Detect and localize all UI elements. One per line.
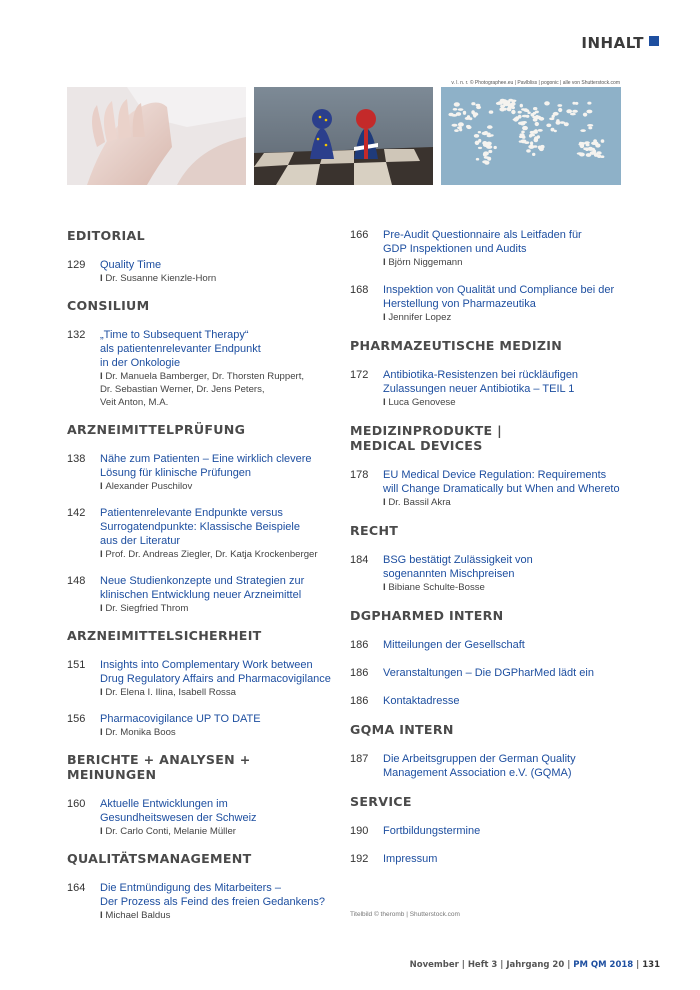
- section-heading: MEDIZINPRODUKTE | MEDICAL DEVICES: [350, 423, 502, 453]
- toc-entry[interactable]: [67, 797, 339, 838]
- pill-shape: [534, 138, 539, 142]
- pill-shape: [483, 143, 489, 147]
- toc-entry[interactable]: [67, 328, 339, 409]
- pill-shape: [558, 108, 562, 112]
- pill-shape: [529, 134, 532, 137]
- pill-shape: [527, 111, 530, 114]
- hands-photo: [67, 87, 246, 185]
- toc-entry[interactable]: [350, 283, 635, 324]
- entry-body: [383, 638, 635, 652]
- pill-shape: [488, 150, 492, 153]
- pill-shape: [484, 156, 490, 159]
- entry-body: [383, 283, 635, 324]
- pill-shape: [458, 108, 464, 111]
- pill-shape: [538, 129, 543, 132]
- titelbild-credit: Titelbild © theromb | Shutterstock.com: [350, 911, 460, 918]
- toc-section: [67, 628, 339, 739]
- entry-body: [100, 574, 339, 615]
- toc-entry[interactable]: [350, 852, 635, 866]
- pill-shape: [522, 121, 527, 124]
- pill-shape: [532, 116, 537, 119]
- pill-shape: [511, 110, 515, 114]
- toc-entry[interactable]: [67, 258, 339, 285]
- page-title: INHALT: [581, 34, 644, 52]
- section-heading: ARZNEIMITTELSICHERHEIT: [67, 628, 262, 643]
- entry-title-link[interactable]: Insights into Complementary Work between Drug Regulatory Affairs and Pharmacovigilance: [100, 659, 331, 685]
- pill-shape: [532, 153, 535, 156]
- entry-page-number: 168: [350, 284, 369, 296]
- entry-page-number: 172: [350, 369, 369, 381]
- footer-separator: |: [633, 960, 643, 970]
- entry-page-number: 156: [67, 713, 86, 725]
- pill-shape: [587, 102, 591, 105]
- pill-shape: [487, 125, 493, 129]
- pill-shape: [601, 139, 605, 143]
- toc-section: [67, 851, 339, 922]
- entry-body: [383, 666, 635, 680]
- entry-title-link[interactable]: Antibiotika-Resistenzen bei rückläufigen Zulassungen neuer Antibiotika – TEIL 1: [383, 369, 579, 395]
- pill-shape: [600, 155, 604, 158]
- pill-shape: [494, 146, 497, 149]
- toc-entry[interactable]: [350, 638, 635, 652]
- entry-title-link[interactable]: Impressum: [383, 853, 438, 865]
- toc-section: [350, 608, 635, 708]
- toc-entry[interactable]: [67, 658, 339, 699]
- toc-section: [350, 228, 635, 324]
- entry-title-link[interactable]: Aktuelle Entwicklungen im Gesundheitswesen der Schweiz: [100, 798, 257, 824]
- header-square-icon: [649, 36, 659, 46]
- toc-section: [350, 338, 635, 409]
- pill-shape: [483, 151, 489, 155]
- entry-page-number: 148: [67, 575, 86, 587]
- entry-body: [100, 797, 339, 838]
- pill-shape: [511, 106, 515, 109]
- pill-shape: [575, 102, 579, 105]
- toc-section: [350, 523, 635, 594]
- entry-body: [100, 881, 339, 922]
- section-heading: EDITORIAL: [67, 228, 145, 243]
- pill-shape: [583, 113, 587, 117]
- pill-shape: [580, 144, 585, 148]
- pill-shape: [539, 117, 544, 121]
- footer-journal: PM QM 2018: [573, 960, 634, 970]
- pill-shape: [471, 102, 475, 105]
- entry-author: I Dr. Elena I. Ilina, Isabell Rossa: [100, 686, 339, 699]
- pill-shape: [583, 147, 586, 150]
- section-heading: ARZNEIMITTELPRÜFUNG: [67, 422, 246, 437]
- pill-shape: [459, 128, 462, 131]
- toc-entry[interactable]: [350, 368, 635, 409]
- entry-body: [100, 452, 339, 493]
- entry-page-number: 187: [350, 753, 369, 765]
- entry-title-link[interactable]: „Time to Subsequent Therapy“ als patientenrelevanter Endpunkt in der Onkologie: [100, 329, 261, 369]
- entry-page-number: 186: [350, 695, 369, 707]
- entry-page-number: 178: [350, 469, 369, 481]
- toc-entry[interactable]: [350, 553, 635, 594]
- entry-author: I Alexander Puschilov: [100, 480, 339, 493]
- entry-body: [383, 368, 635, 409]
- section-heading: RECHT: [350, 523, 399, 538]
- entry-author: I Bibiane Schulte-Bosse: [383, 581, 635, 594]
- pill-shape: [544, 101, 550, 105]
- pill-shape: [521, 139, 527, 142]
- entry-body: [100, 328, 339, 409]
- entry-title-link[interactable]: Quality Time: [100, 259, 162, 271]
- entry-author: I Jennifer Lopez: [383, 311, 635, 324]
- entry-body: [383, 752, 635, 780]
- entry-title-link[interactable]: Patientenrelevante Endpunkte versus Surrogatendpunkte: Klassische Beispiele aus der Literatur: [100, 507, 300, 547]
- entry-author: I Prof. Dr. Andreas Ziegler, Dr. Katja Krockenberger: [100, 548, 339, 561]
- footer-issue: November | Heft 3 | Jahrgang 20 |: [409, 960, 574, 970]
- entry-body: [383, 228, 635, 269]
- entry-page-number: 186: [350, 639, 369, 651]
- entry-page-number: 142: [67, 507, 86, 519]
- pill-shape: [590, 148, 596, 151]
- pill-shape: [520, 104, 523, 108]
- toc-entry[interactable]: [350, 694, 635, 708]
- entry-page-number: 132: [67, 329, 86, 341]
- pill-shape: [535, 122, 539, 126]
- page-footer: [410, 960, 660, 970]
- entry-page-number: 186: [350, 667, 369, 679]
- pill-shape: [476, 106, 481, 109]
- pill-shape: [500, 99, 506, 102]
- entry-title-link[interactable]: Kontaktadresse: [383, 695, 460, 707]
- pill-shape: [513, 117, 518, 121]
- pill-shape: [566, 109, 572, 113]
- toc-entry[interactable]: [350, 228, 635, 269]
- entry-page-number: 192: [350, 853, 369, 865]
- entry-author: I Dr. Manuela Bamberger, Dr. Thorsten Ruppert, Dr. Sebastian Werner, Dr. Jens Peters, Veit Anton, M.A.: [100, 370, 339, 409]
- pill-shape: [535, 111, 539, 114]
- section-heading: GQMA INTERN: [350, 722, 454, 737]
- toc-left-column: [67, 228, 339, 935]
- entry-body: [383, 694, 635, 708]
- pill-shape: [448, 113, 453, 117]
- pill-shape: [521, 131, 525, 134]
- toc-entry[interactable]: [67, 712, 339, 739]
- pill-shape: [530, 141, 533, 145]
- pill-shape: [564, 122, 569, 126]
- toc-entry[interactable]: [350, 824, 635, 838]
- entry-title-link[interactable]: Neue Studienkonzepte und Strategien zur klinischen Entwicklung neuer Arzneimittel: [100, 575, 305, 601]
- pill-shape: [478, 131, 481, 133]
- pill-shape: [522, 136, 526, 139]
- toc-section: [67, 228, 339, 285]
- pill-shape: [463, 111, 466, 115]
- toc-section: [67, 422, 339, 615]
- pill-shape: [484, 161, 489, 165]
- entry-author: I Michael Baldus: [100, 909, 339, 922]
- entry-page-number: 129: [67, 259, 86, 271]
- pill-shape: [552, 115, 555, 118]
- entry-title-link[interactable]: Pharmacovigilance UP TO DATE: [100, 713, 261, 725]
- pill-shape: [510, 102, 516, 105]
- entry-author: I Dr. Susanne Kienzle-Horn: [100, 272, 339, 285]
- pill-shape: [593, 139, 597, 143]
- pill-world-map-photo: [441, 87, 621, 185]
- pill-shape: [453, 108, 458, 111]
- pill-shape: [526, 149, 531, 152]
- toc-section: [67, 752, 339, 838]
- entry-title-link[interactable]: BSG bestätigt Zulässigkeit von sogenannten Mischpreisen: [383, 554, 533, 580]
- entry-page-number: 138: [67, 453, 86, 465]
- entry-title-link[interactable]: Fortbildungstermine: [383, 825, 481, 837]
- pill-shape: [518, 115, 522, 119]
- pill-shape: [474, 134, 479, 138]
- pill-shape: [584, 142, 588, 145]
- pill-shape: [533, 107, 537, 110]
- pill-shape: [533, 118, 538, 121]
- pill-shape: [537, 135, 540, 138]
- pill-shape: [572, 110, 578, 113]
- pill-shape: [500, 105, 505, 108]
- entry-title-link[interactable]: Die Entmündigung des Mitarbeiters – Der Prozess als Feind des freien Gedankens?: [100, 882, 326, 908]
- pill-shape: [487, 135, 492, 138]
- pill-shape: [587, 124, 593, 127]
- pill-shape: [588, 127, 592, 130]
- entry-author: I Dr. Monika Boos: [100, 726, 339, 739]
- section-heading: PHARMAZEUTISCHE MEDIZIN: [350, 338, 563, 353]
- entry-page-number: 166: [350, 229, 369, 241]
- toc-entry[interactable]: [350, 468, 635, 509]
- pill-shape: [452, 124, 458, 127]
- entry-body: [383, 468, 635, 509]
- pill-shape: [522, 126, 528, 130]
- section-heading: SERVICE: [350, 794, 412, 809]
- section-heading: QUALITÄTSMANAGEMENT: [67, 851, 252, 866]
- entry-body: [383, 852, 635, 866]
- pill-shape: [546, 124, 551, 128]
- pill-shape: [465, 117, 470, 120]
- entry-title-link[interactable]: Inspektion von Qualität und Compliance bei der Herstellung von Pharmazeutika: [383, 284, 615, 310]
- pill-shape: [586, 153, 592, 157]
- pill-shape: [557, 104, 562, 107]
- pill-shape: [518, 111, 522, 114]
- pill-shape: [580, 129, 586, 132]
- entry-title-link[interactable]: Nähe zum Patienten – Eine wirklich clevere Lösung für klinische Prüfungen: [100, 453, 312, 479]
- pill-shape: [526, 115, 530, 118]
- entry-page-number: 151: [67, 659, 86, 671]
- entry-page-number: 190: [350, 825, 369, 837]
- entry-body: [100, 258, 339, 285]
- entry-title-link[interactable]: EU Medical Device Regulation: Requirements will Change Dramatically but When and Whereto: [383, 469, 620, 495]
- entry-author: I Dr. Bassil Akra: [383, 496, 635, 509]
- pill-shape: [579, 153, 585, 157]
- entry-body: [383, 824, 635, 838]
- entry-body: [100, 506, 339, 561]
- entry-title-link[interactable]: Veranstaltungen – Die DGPharMed lädt ein: [383, 667, 594, 679]
- footer-page-number: 131: [642, 960, 660, 970]
- section-heading: BERICHTE + ANALYSEN + MEINUNGEN: [67, 752, 251, 782]
- entry-author: I Dr. Carlo Conti, Melanie Müller: [100, 825, 339, 838]
- pill-shape: [570, 113, 576, 116]
- pill-shape: [456, 112, 461, 116]
- toc-section: [67, 298, 339, 409]
- chess-eu-uk-photo: [254, 87, 433, 185]
- pill-shape: [556, 121, 561, 125]
- pill-shape: [454, 129, 459, 132]
- pill-shape: [476, 158, 479, 161]
- pill-shape: [454, 102, 460, 106]
- entry-title-link[interactable]: Pre-Audit Questionnaire als Leitfaden für GDP Inspektionen und Audits: [383, 229, 582, 255]
- toc-entry[interactable]: [67, 452, 339, 493]
- toc-section: [350, 794, 635, 866]
- pill-shape: [538, 146, 542, 150]
- entry-author: I Dr. Siegfried Throm: [100, 602, 339, 615]
- toc-right-column: [350, 228, 635, 880]
- toc-entry[interactable]: [67, 881, 339, 922]
- entry-page-number: 160: [67, 798, 86, 810]
- entry-title-link[interactable]: Mitteilungen der Gesellschaft: [383, 639, 525, 651]
- toc-section: [350, 722, 635, 780]
- pill-shape: [478, 147, 482, 149]
- pill-shape: [586, 110, 592, 114]
- pill-shape: [533, 130, 538, 134]
- pill-shape: [508, 99, 513, 102]
- pill-shape: [458, 122, 464, 126]
- toc-entry[interactable]: [67, 574, 339, 615]
- section-heading: CONSILIUM: [67, 298, 150, 313]
- toc-entry[interactable]: [350, 752, 635, 780]
- entry-page-number: 164: [67, 882, 86, 894]
- pill-shape: [489, 110, 494, 113]
- entry-title-link[interactable]: Die Arbeitsgruppen der German Quality Management Association e.V. (GQMA): [383, 753, 576, 779]
- section-heading: DGPHARMED INTERN: [350, 608, 504, 623]
- pill-shape: [554, 130, 557, 132]
- toc-entry[interactable]: [350, 666, 635, 680]
- pill-shape: [482, 132, 488, 136]
- entry-body: [100, 658, 339, 699]
- toc-entry[interactable]: [67, 506, 339, 561]
- pill-shape: [508, 107, 511, 111]
- entry-author: I Luca Genovese: [383, 396, 635, 409]
- pill-shape: [473, 113, 476, 117]
- photo-credit: v. l. n. r. © Photographee.eu | Pavlbliss | pogonic | alle von Shutterstock.com: [451, 80, 620, 86]
- entry-page-number: 184: [350, 554, 369, 566]
- pill-shape: [467, 126, 472, 129]
- entry-body: [383, 553, 635, 594]
- entry-author: I Björn Niggemann: [383, 256, 635, 269]
- entry-body: [100, 712, 339, 739]
- toc-section: [350, 423, 635, 509]
- pill-shape: [475, 141, 480, 145]
